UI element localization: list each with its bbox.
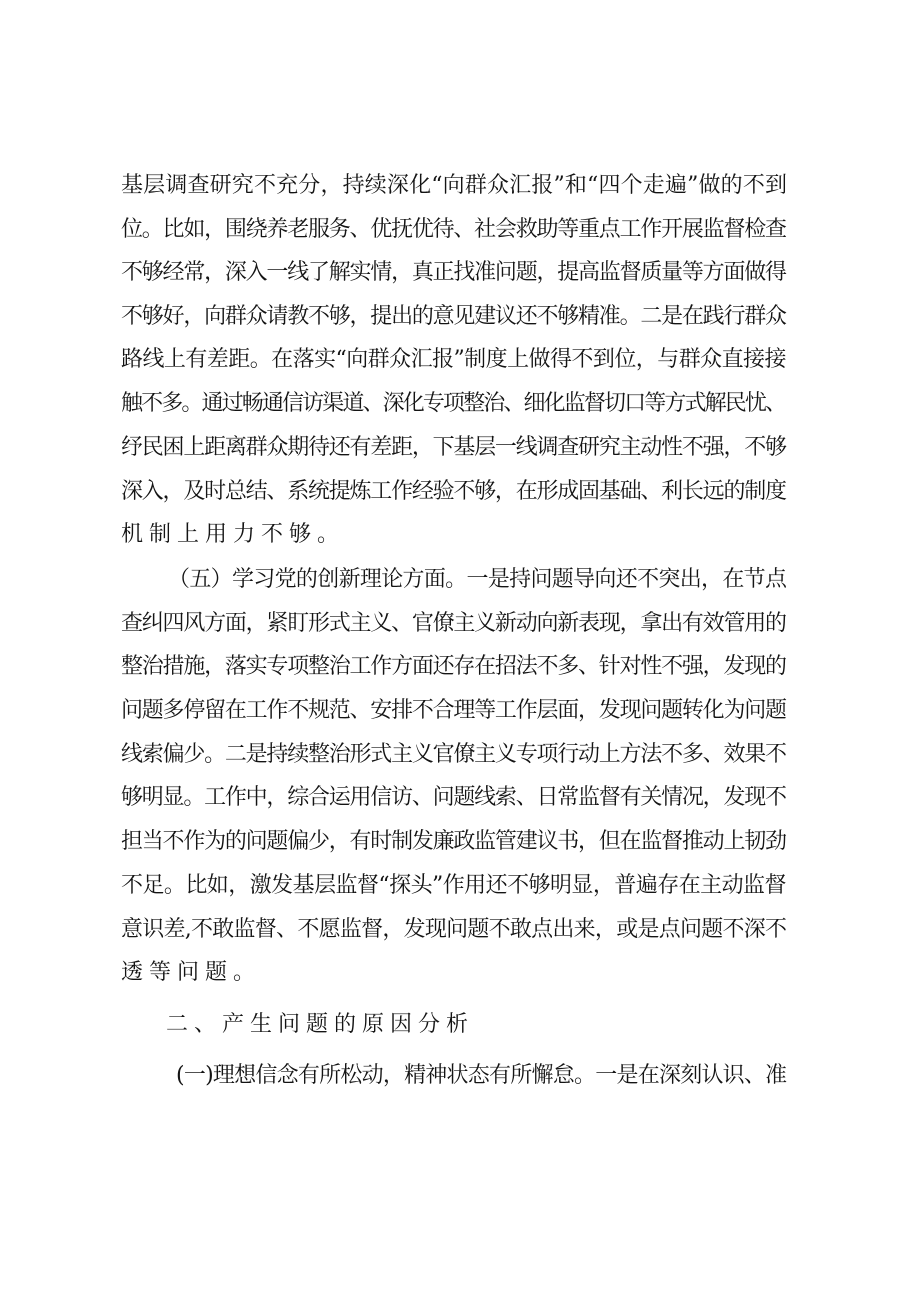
text-line-10: （五）学习党的创新理论方面。一是持问题导向还不突出，在节点	[168, 567, 787, 592]
section-heading: 二、产生问题的原因分析	[166, 1012, 475, 1037]
text-line-16: 担当不作为的问题偏少，有时制发廉政监管建议书，但在监督推动上韧劲	[121, 829, 786, 854]
text-line-19: 透等问题。	[121, 960, 262, 985]
text-line-11: 查纠四风方面，紧盯形式主义、官僚主义新动向新表现，拿出有效管用的	[121, 611, 786, 636]
text-line-18: 意识差,不敢监督、不愿监督，发现问题不敢点出来，或是点问题不深不	[121, 917, 787, 942]
text-line-4: 不够好，向群众请教不够，提出的意见建议还不够精准。二是在践行群众	[121, 304, 786, 329]
text-line-15: 够明显。工作中，综合运用信访、问题线索、日常监督有关情况，发现不	[121, 785, 786, 810]
text-line-14: 线索偏少。二是持续整治形式主义官僚主义专项行动上方法不多、效果不	[121, 742, 786, 767]
text-line-2: 位。比如，围绕养老服务、优抚优待、社会救助等重点工作开展监督检查	[121, 217, 786, 242]
text-line-17: 不足。比如，激发基层监督“探头”作用还不够明显，普遍存在主动监督	[121, 873, 786, 898]
text-line-3: 不够经常，深入一线了解实情，真正找准问题，提高监督质量等方面做得	[121, 260, 786, 285]
text-line-21: (一)理想信念有所松动，精神状态有所懈怠。一是在深刻认识、准	[176, 1063, 787, 1088]
text-line-9: 机制上用力不够。	[121, 522, 346, 547]
text-line-1: 基层调查研究不充分，持续深化“向群众汇报”和“四个走遍”做的不到	[121, 173, 788, 198]
text-line-6: 触不多。通过畅通信访渠道、深化专项整治、细化监督切口等方式解民忧、	[121, 391, 786, 416]
text-line-7: 纾民困上距离群众期待还有差距，下基层一线调查研究主动性不强，不够	[121, 435, 786, 460]
text-line-12: 整治措施，落实专项整治工作方面还存在招法不多、针对性不强，发现的	[121, 654, 786, 679]
text-line-13: 问题多停留在工作不规范、安排不合理等工作层面，发现问题转化为问题	[121, 698, 786, 723]
text-line-5: 路线上有差距。在落实“向群众汇报”制度上做得不到位，与群众直接接	[121, 347, 786, 372]
text-line-8: 深入，及时总结、系统提炼工作经验不够，在形成固基础、利长远的制度	[121, 479, 786, 504]
